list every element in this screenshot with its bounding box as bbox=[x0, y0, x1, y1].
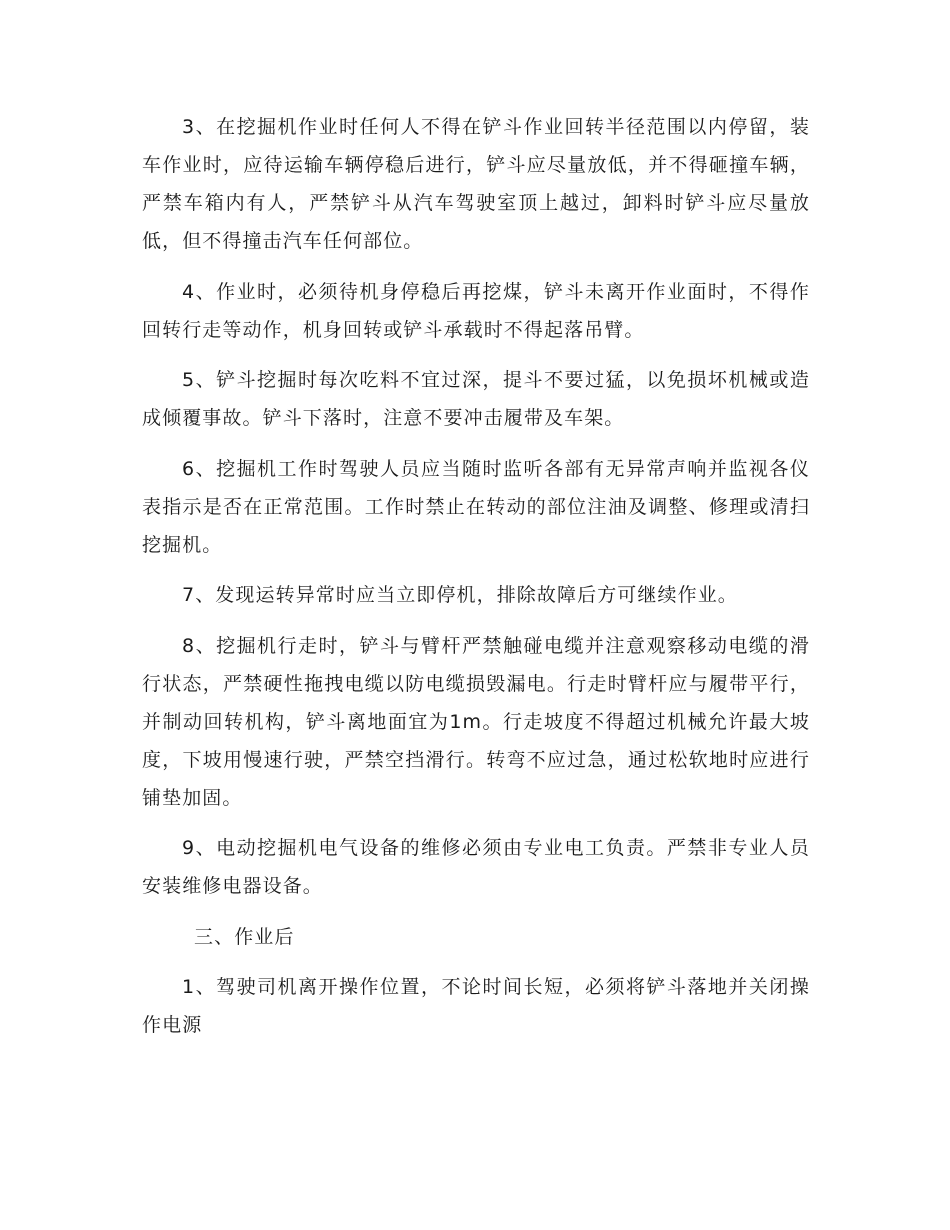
paragraph-item-3: 3、在挖掘机作业时任何人不得在铲斗作业回转半径范围以内停留，装车作业时，应待运输车辆停稳后进行，铲斗应尽量放低，并不得砸撞车辆，严禁车箱内有人，严禁铲斗从汽车驾驶室顶上越过，卸料时铲斗应尽量放低，但不得撞击汽车任何部位。 bbox=[142, 116, 810, 252]
paragraph-item-8: 8、挖掘机行走时，铲斗与臂杆严禁触碰电缆并注意观察移动电缆的滑行状态，严禁硬性拖拽电缆以防电缆损毁漏电。行走时臂杆应与履带平行，并制动回转机构，铲斗离地面宜为1m。行走坡度不得超过机械允许最大坡度，下坡用慢速行驶，严禁空挡滑行。转弯不应过急，通过松软地时应进行铺垫加固。 bbox=[142, 634, 810, 809]
paragraph-item-4: 4、作业时，必须待机身停稳后再挖煤，铲斗未离开作业面时，不得作回转行走等动作，机身回转或铲斗承载时不得起落吊臂。 bbox=[142, 280, 810, 341]
after-paragraph-item-1: 1、驾驶司机离开操作位置，不论时间长短，必须将铲斗落地并关闭操作电源 bbox=[142, 976, 810, 1036]
paragraph-item-7: 7、发现运转异常时应当立即停机，排除故障后方可继续作业。 bbox=[182, 584, 738, 606]
section-heading: 三、作业后 bbox=[194, 925, 295, 948]
document-page bbox=[142, 108, 810, 1057]
paragraph-item-5: 5、铲斗挖掘时每次吃料不宜过深，提斗不要过猛，以免损坏机械或造成倾覆事故。铲斗下落时，注意不要冲击履带及车架。 bbox=[142, 369, 810, 429]
paragraph-item-9: 9、电动挖掘机电气设备的维修必须由专业电工负责。严禁非专业人员安装维修电器设备。 bbox=[142, 837, 810, 897]
paragraph-item-6: 6、挖掘机工作时驾驶人员应当随时监听各部有无异常声响并监视各仪表指示是否在正常范围。工作时禁止在转动的部位注油及调整、修理或清扫挖掘机。 bbox=[142, 457, 810, 556]
